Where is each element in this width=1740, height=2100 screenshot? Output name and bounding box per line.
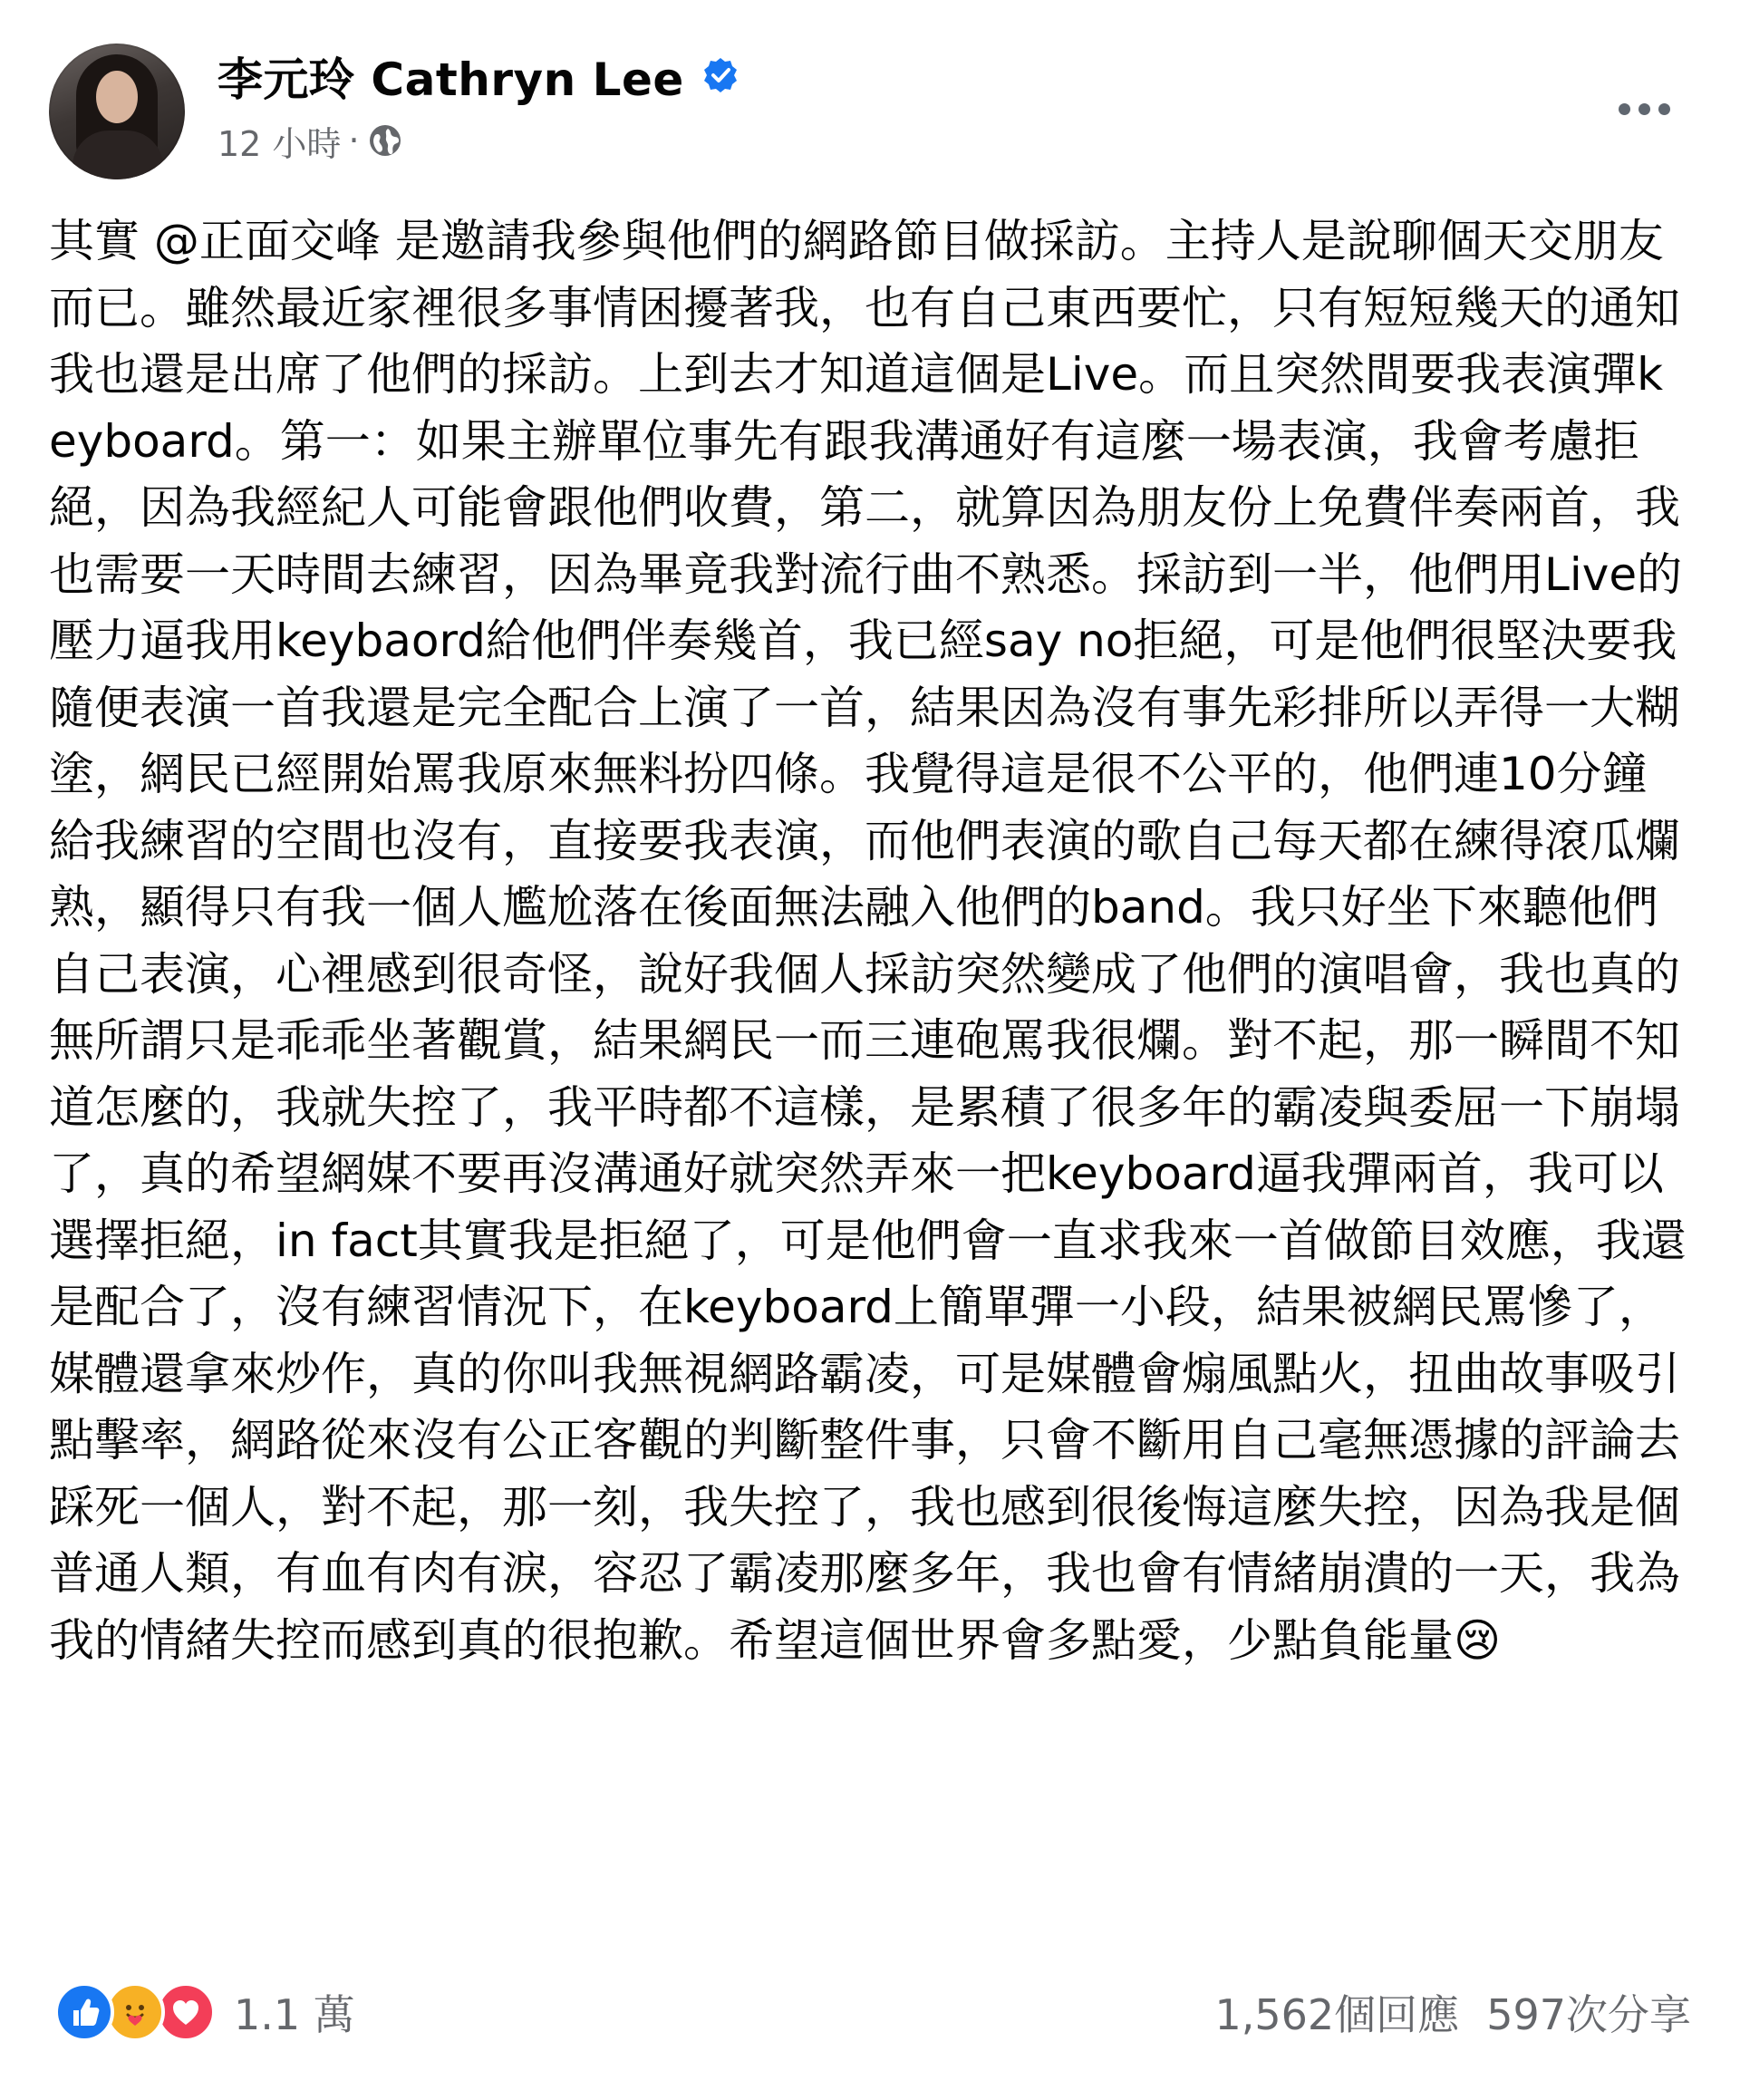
comment-count[interactable]: 1,562個回應: [1214, 1990, 1460, 2039]
share-count[interactable]: 597次分享: [1486, 1990, 1691, 2039]
author-name[interactable]: 李元玲 Cathryn Lee: [218, 53, 684, 106]
post-header: [49, 44, 1698, 189]
reaction-count[interactable]: 1.1 萬: [234, 1990, 355, 2039]
post-timestamp[interactable]: 12 小時: [218, 123, 342, 164]
globe-icon[interactable]: [367, 122, 403, 159]
more-dot: [1638, 103, 1650, 115]
post-meta: [218, 118, 403, 163]
avatar-body: [72, 131, 163, 179]
meta-separator: ·: [348, 121, 360, 160]
author-row: [218, 49, 740, 106]
more-dot: [1619, 103, 1630, 115]
avatar-face: [96, 71, 138, 123]
post-footer: [49, 1976, 1691, 2048]
more-dot: [1658, 103, 1670, 115]
post-stats: [1214, 1976, 1691, 2048]
more-options-button[interactable]: [1608, 91, 1680, 127]
post-body-text: 其實 @正面交峰 是邀請我參與他們的網路節目做採訪。主持人是說聊個天交朋友而已。雖然最近家裡很多事情困擾著我，也有自己東西要忙，只有短短幾天的通知我也還是出席了他們的採訪。上到去才知道這個是Live。而且突然間要我表演彈keyboard。第一：如果主辦單位事先有跟我溝通好有這麼一場表演，我會考慮拒絕，因為我經紀人可能會跟他們收費，第二，就算因為朋友份上免費伴奏兩首，我也需要一天時間去練習，因為畢竟我對流行曲不熟悉。採訪到一半，他們用Live的壓力逼我用keybaord給他們伴奏幾首，我已經say no拒絕，可是他們很堅決要我隨便表演一首我還是完全配合上演了一首，結果因為沒有事先彩排所以弄得一大糊塗，網民已經開始罵我原來無料扮四條。我覺得這是很不公平的，他們連10分鐘給我練習的空間也沒有，直接要我表演，而他們表演的歌自己每天都在練得滾瓜爛熟，顯得只有我一個人尷尬落在後面無法融入他們的band。我只好坐下來聽他們自己表演，心裡感到很奇怪，說好我個人採訪突然變成了他們的演唱會，我也真的無所謂只是乖乖坐著觀賞，結果網民一而三連砲罵我很爛。對不起，那一瞬間不知道怎麼的，我就失控了，我平時都不這樣，是累積了很多年的霸凌與委屈一下崩塌了，真的希望網媒不要再沒溝通好就突然弄來一把keyboard逼我彈兩首，我可以選擇拒絕，in fact其實我是拒絕了，可是他們會一直求我來一首做節目效應，我還是配合了，沒有練習情況下，在keyboard上簡單彈一小段，結果被網民罵慘了，媒體還拿來炒作，真的你叫我無視網路霸凌，可是媒體會煽風點火，扭曲故事吸引點擊率，網路從來沒有公正客觀的判斷整件事，只會不斷用自己毫無憑據的評論去踩死一個人，對不起，那一刻，我失控了，我也感到很後悔這麼失控，因為我是個普通人類，有血有肉有淚，容忍了霸凌那麼多年，我也會有情緒崩潰的一天，我為我的情緒失控而感到真的很抱歉。希望這個世界會多點愛，少點負能量😢: [49, 215, 1687, 1667]
verified-badge-icon: [701, 56, 740, 96]
like-icon: [54, 1982, 114, 2042]
avatar[interactable]: [49, 44, 185, 179]
reactions-summary[interactable]: [54, 1976, 355, 2048]
